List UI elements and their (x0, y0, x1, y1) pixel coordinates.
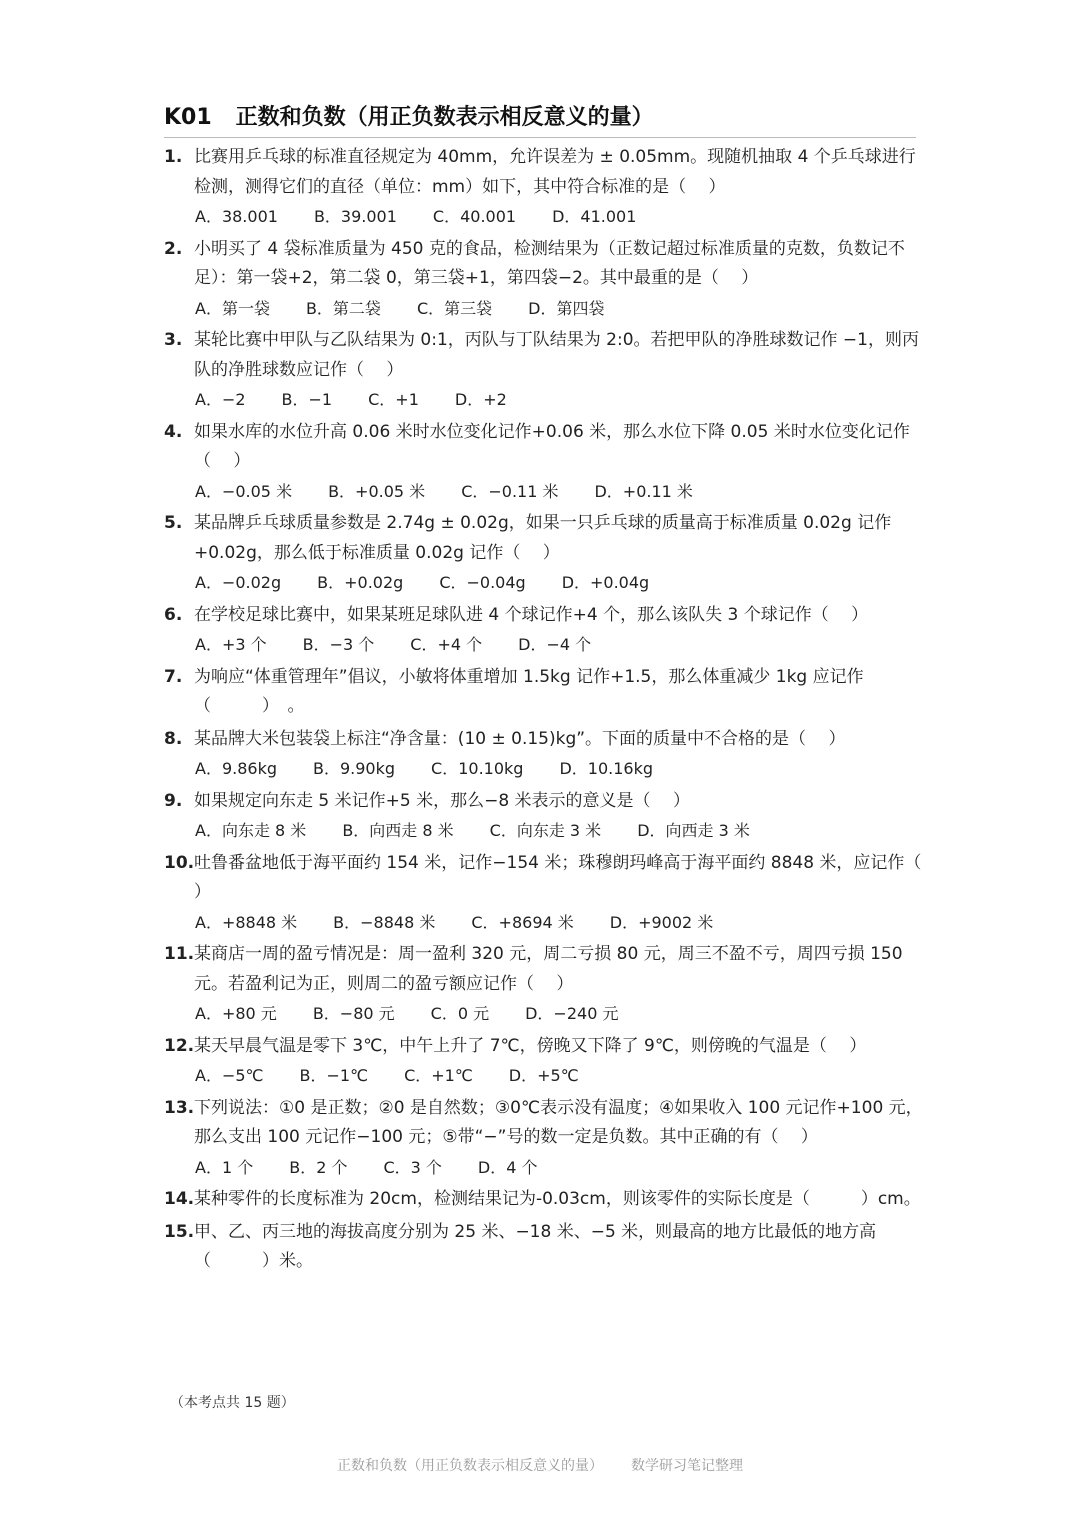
question-item (164, 1185, 924, 1218)
answer-option: B．2 个 (289, 1157, 348, 1177)
question-stem (164, 509, 924, 568)
question-item (164, 326, 924, 415)
question-text: 某品牌大米包装袋上标注“净含量：(10 ± 0.15)kg”。下面的质量中不合格的是（ ） (194, 728, 846, 749)
title-divider (164, 137, 916, 138)
question-item (164, 940, 924, 1029)
answer-options (164, 477, 924, 507)
question-number: 11. (164, 944, 195, 964)
question-text: 下列说法：①0 是正数；②0 是自然数；③0℃表示没有温度；④如果收入 100 元记作+100 元，那么支出 100 元记作−100 元；⑤带“−”号的数一定是负数。其中正确的有（ ） (194, 1097, 923, 1147)
answer-option: C．+8694 米 (471, 912, 574, 932)
question-number: 6. (164, 604, 183, 625)
question-item (164, 235, 924, 324)
question-item (164, 1094, 924, 1183)
answer-option: A．9.86kg (195, 759, 277, 778)
footer-topic: 正数和负数（用正负数表示相反意义的量） (337, 1458, 603, 1474)
question-count-note: （本考点共 15 题） (170, 1395, 295, 1411)
answer-options (164, 630, 924, 660)
answer-option: C．+1 (368, 390, 419, 409)
answer-option: A．第一袋 (195, 298, 270, 318)
question-stem (164, 725, 924, 755)
answer-option: B．+0.05 米 (328, 481, 426, 501)
answer-option: A．38.001 (195, 207, 278, 226)
question-text: 某轮比赛中甲队与乙队结果为 0:1，丙队与丁队结果为 2:0。若把甲队的净胜球数记作 −1，则丙队的净胜球数应记作（ ） (194, 330, 919, 380)
question-number: 13. (164, 1097, 195, 1118)
answer-option: D．−240 元 (525, 1004, 619, 1023)
question-text: 某商店一周的盈亏情况是：周一盈利 320 元，周二亏损 80 元，周三不盈不亏，周四亏损 150 元。若盈利记为正，则周二的盈亏额应记作（ ） (194, 944, 903, 994)
answer-option: A．−2 (195, 390, 246, 409)
answer-option: D．41.001 (552, 207, 637, 226)
question-item (164, 663, 924, 725)
answer-option: A．1 个 (195, 1157, 254, 1177)
question-text: 某天早晨气温是零下 3℃，中午上升了 7℃，傍晚又下降了 9℃，则傍晚的气温是（ ） (194, 1035, 867, 1056)
answer-option: A．−0.05 米 (195, 481, 293, 501)
answer-option: D．+0.04g (561, 573, 650, 592)
question-item (164, 143, 924, 232)
answer-option: A．+80 元 (195, 1004, 277, 1023)
answer-options (164, 294, 924, 324)
question-item (164, 1218, 924, 1280)
question-number: 7. (164, 666, 183, 687)
question-stem (164, 601, 924, 631)
answer-option: D．+0.11 米 (594, 481, 693, 501)
question-text: 如果规定向东走 5 米记作+5 米，那么−8 米表示的意义是（ ） (194, 790, 690, 811)
answer-option: A．+3 个 (195, 635, 267, 654)
answer-options (164, 202, 924, 232)
answer-option: D．向西走 3 米 (637, 821, 750, 840)
question-stem (164, 326, 924, 385)
question-text: 比赛用乒乓球的标准直径规定为 40mm，允许误差为 ± 0.05mm。现随机抽取 4 个乒乓球进行检测，测得它们的直径（单位：mm）如下，其中符合标准的是（ ） (194, 147, 916, 197)
question-number: 1. (164, 147, 183, 167)
question-item (164, 849, 944, 938)
question-number: 9. (164, 790, 183, 811)
answer-option: D．+5℃ (508, 1066, 579, 1085)
question-number: 4. (164, 421, 183, 442)
question-number: 3. (164, 330, 183, 350)
answer-option: D．4 个 (477, 1157, 538, 1177)
question-stem (164, 418, 924, 477)
answer-option: C．10.10kg (431, 759, 524, 778)
answer-option: D．+9002 米 (609, 912, 714, 932)
answer-option: D．10.16kg (559, 759, 653, 778)
answer-option: B．向西走 8 米 (342, 821, 454, 840)
answer-option: B．−1℃ (299, 1066, 369, 1085)
answer-option: D．第四袋 (528, 298, 605, 318)
question-stem (164, 1218, 924, 1277)
question-text: 某种零件的长度标准为 20cm，检测结果记为-0.03cm，则该零件的实际长度是（ ）cm。 (194, 1189, 921, 1209)
answer-option: C．−0.11 米 (461, 481, 559, 501)
answer-options (164, 385, 924, 415)
answer-option: C．0 元 (430, 1004, 490, 1023)
question-item (164, 509, 924, 598)
answer-option: B．−8848 米 (333, 912, 436, 932)
answer-option: D．+2 (454, 390, 507, 409)
answer-options (164, 816, 924, 846)
answer-options (164, 568, 924, 598)
answer-option: B．−1 (281, 390, 333, 409)
topic-code: K01 (164, 105, 212, 130)
answer-option: C．+4 个 (410, 635, 483, 654)
footer-source: 数学研习笔记整理 (631, 1458, 743, 1474)
question-text: 为响应“体重管理年”倡议，小敏将体重增加 1.5kg 记作+1.5，那么体重减少 1kg 应记作（ ） 。 (194, 666, 864, 716)
question-text: 甲、乙、丙三地的海拔高度分别为 25 米、−18 米、−5 米，则最高的地方比最低的地方高 （ ）米。 (194, 1221, 877, 1271)
answer-options (164, 1153, 924, 1183)
question-stem (164, 787, 924, 817)
answer-option: B．第二袋 (305, 298, 381, 318)
question-item (164, 725, 924, 784)
page-footer (0, 1455, 1080, 1475)
answer-option: C．3 个 (383, 1157, 442, 1177)
question-stem (164, 1185, 924, 1215)
question-number: 12. (164, 1035, 195, 1056)
answer-option: C．+1℃ (404, 1066, 473, 1085)
answer-option: B．−3 个 (302, 635, 375, 654)
question-number: 15. (164, 1221, 195, 1242)
question-stem (164, 235, 924, 294)
topic-title: 正数和负数（用正负数表示相反意义的量） (235, 105, 654, 130)
answer-option: B．−80 元 (312, 1004, 395, 1023)
question-stem (164, 663, 924, 722)
answer-options (164, 908, 924, 938)
answer-option: C．向东走 3 米 (489, 821, 602, 840)
answer-option: A．−5℃ (195, 1066, 264, 1085)
question-text: 吐鲁番盆地低于海平面约 154 米，记作−154 米；珠穆朗玛峰高于海平面约 8848 米，应记作（ ） (194, 852, 944, 902)
answer-options (164, 999, 924, 1029)
question-stem (164, 1032, 924, 1062)
answer-option: A．−0.02g (195, 573, 282, 592)
question-number: 5. (164, 513, 183, 533)
question-number: 14. (164, 1189, 195, 1209)
question-stem (164, 1094, 924, 1153)
question-item (164, 1032, 924, 1091)
answer-options (164, 1061, 924, 1091)
question-text: 在学校足球比赛中，如果某班足球队进 4 个球记作+4 个，那么该队失 3 个球记作（ ） (194, 604, 869, 625)
question-text: 如果水库的水位升高 0.06 米时水位变化记作+0.06 米，那么水位下降 0.05 米时水位变化记作（ ） (194, 421, 910, 471)
answer-option: C．40.001 (432, 207, 517, 226)
answer-option: A．向东走 8 米 (195, 821, 307, 840)
answer-options (164, 754, 924, 784)
question-text: 小明买了 4 袋标准质量为 450 克的食品，检测结果为（正数记超过标准质量的克数，负数记不足）：第一袋+2，第二袋 0，第三袋+1，第四袋−2。其中最重的是（ ） (194, 238, 905, 288)
answer-option: C．第三袋 (416, 298, 493, 318)
question-item (164, 601, 924, 660)
answer-option: B．+0.02g (317, 573, 404, 592)
answer-option: B．9.90kg (313, 759, 396, 778)
page-title (164, 100, 654, 131)
question-number: 2. (164, 238, 183, 259)
question-stem (164, 940, 924, 999)
question-number: 10. (164, 852, 195, 873)
answer-option: B．39.001 (313, 207, 397, 226)
question-stem (164, 143, 924, 202)
question-item (164, 418, 924, 507)
answer-option: D．−4 个 (518, 635, 592, 654)
question-text: 某品牌乒乓球质量参数是 2.74g ± 0.02g，如果一只乒乓球的质量高于标准质量 0.02g 记作+0.02g，那么低于标准质量 0.02g 记作（ ） (194, 513, 892, 563)
question-stem (164, 849, 944, 908)
question-list (164, 143, 944, 1280)
answer-option: A．+8848 米 (195, 912, 298, 932)
question-number: 8. (164, 728, 183, 749)
question-item (164, 787, 924, 846)
answer-option: C．−0.04g (439, 573, 526, 592)
